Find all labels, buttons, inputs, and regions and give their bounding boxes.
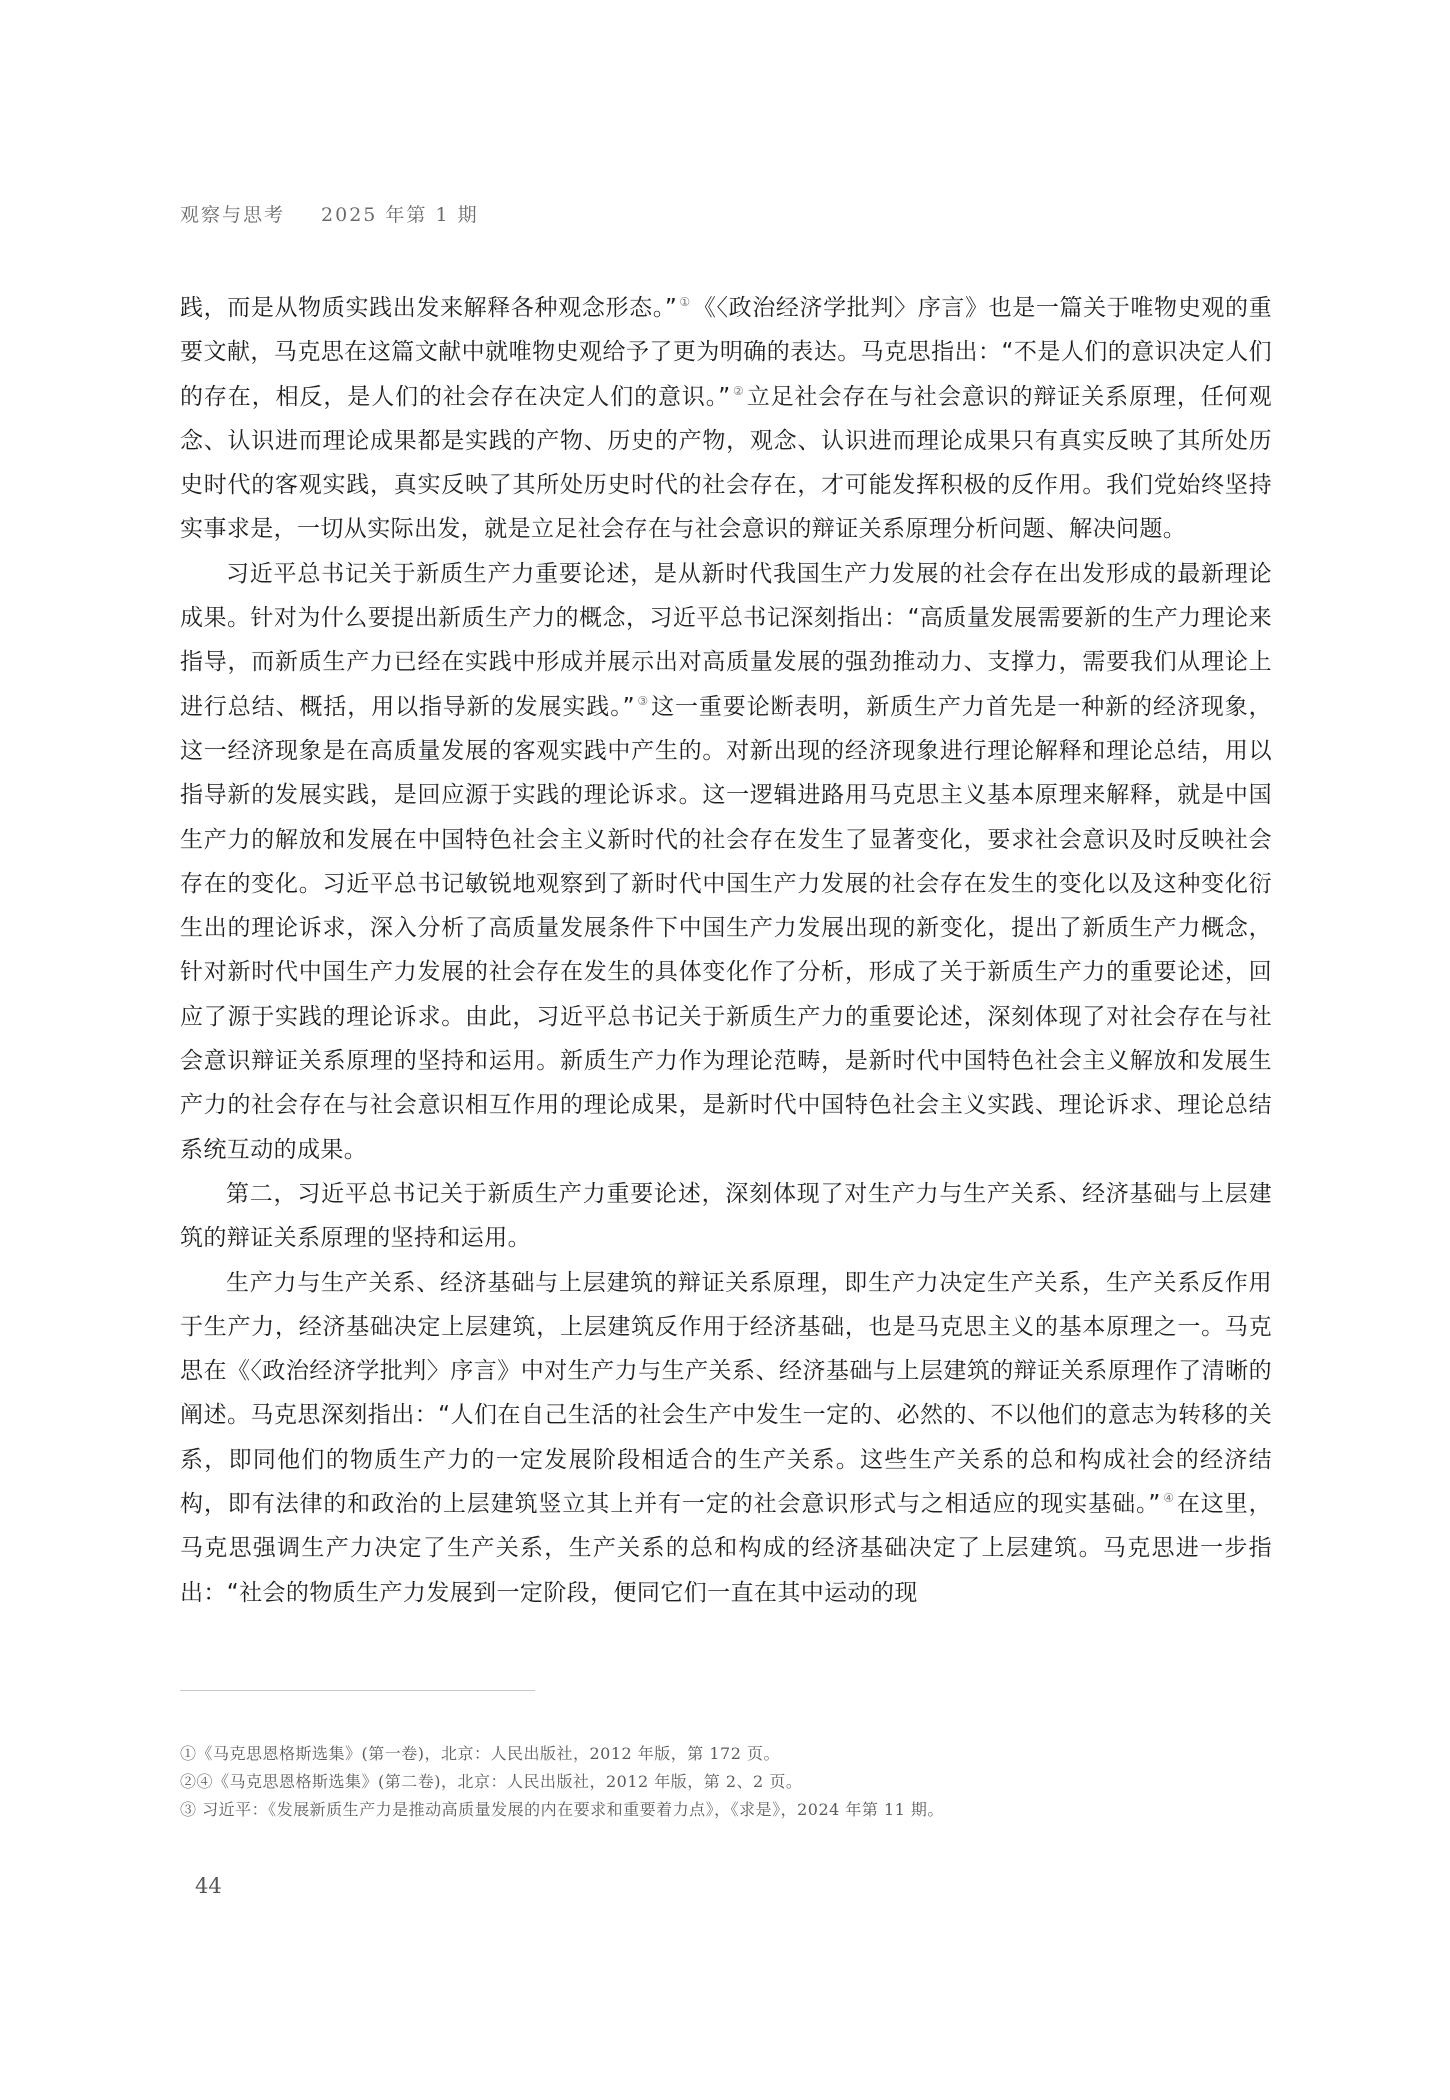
paragraph-text: 这一重要论断表明，新质生产力首先是一种新的经济现象，这一经济现象是在高质量发展的客观实践中产生的。对新出现的经济现象进行理论解释和理论总结，用以指导新的发展实践，是回应源于实践的理论诉求。这一逻辑进路用马克思主义基本原理来解释，就是中国生产力的解放和发展在中国特色社会主义新时代的社会存在发生了显著变化，要求社会意识及时反映社会存在的变化。习近平总书记敏锐地观察到了新时代中国生产力发展的社会存在发生的变化以及这种变化衍生出的理论诉求，深入分析了高质量发展条件下中国生产力发展出现的新变化，提出了新质生产力概念，针对新时代中国生产力发展的社会存在发生的具体变化作了分析，形成了关于新质生产力的重要论述，回应了源于实践的理论诉求。由此，习近平总书记关于新质生产力的重要论述，深刻体现了对社会存在与社会意识辩证关系原理的坚持和运用。新质生产力作为理论范畴，是新时代中国特色社会主义解放和发展生产力的社会存在与社会意识相互作用的理论成果，是新时代中国特色社会主义实践、理论诉求、理论总结系统互动的成果。 [180, 693, 1272, 1163]
paragraph-text: 在这里，马克思强调生产力决定了生产关系，生产关系的总和构成的经济基础决定了上层建筑。马克思进一步指出：“社会的物质生产力发展到一定阶段，便同它们一直在其中运动的现 [180, 1491, 1272, 1606]
paragraph-text: 第二，习近平总书记关于新质生产力重要论述，深刻体现了对生产力与生产关系、经济基础与上层建筑的辩证关系原理的坚持和运用。 [180, 1180, 1272, 1252]
paragraph [180, 552, 1272, 1172]
footnote-divider [180, 1690, 535, 1691]
paragraph-text: 习近平总书记关于新质生产力重要论述，是从新时代我国生产力发展的社会存在出发形成的最新理论成果。针对为什么要提出新质生产力的概念，习近平总书记深刻指出：“高质量发展需要新的生产力理论来指导，而新质生产力已经在实践中形成并展示出对高质量发展的强劲推动力、支撑力，需要我们从理论上进行总结、概括，用以指导新的发展实践。” [180, 560, 1272, 720]
paragraph-text: 践，而是从物质实践出发来解释各种观念形态。” [180, 295, 678, 321]
running-header [180, 200, 479, 227]
footnote-marker: ④ [1162, 1491, 1175, 1506]
paragraph-text: 立足社会存在与社会意识的辩证关系原理，任何观念、认识进而理论成果都是实践的产物、历史的产物，观念、认识进而理论成果只有真实反映了其所处历史时代的客观实践，真实反映了其所处历史时代的社会存在，才可能发挥积极的反作用。我们党始终坚持实事求是，一切从实际出发，就是立足社会存在与社会意识的辩证关系原理分析问题、解决问题。 [180, 383, 1272, 543]
footnotes [180, 1740, 1272, 1824]
footnote-3: ③ 习近平：《发展新质生产力是推动高质量发展的内在要求和重要着力点》，《求是》，2024 年第 11 期。 [180, 1800, 944, 1819]
footnote-marker: ③ [636, 694, 650, 709]
paragraph-text: 生产力与生产关系、经济基础与上层建筑的辩证关系原理，即生产力决定生产关系，生产关系反作用于生产力，经济基础决定上层建筑，上层建筑反作用于经济基础，也是马克思主义的基本原理之一。马克思在《〈政治经济学批判〉序言》中对生产力与生产关系、经济基础与上层建筑的辩证关系原理作了清晰的阐述。马克思深刻指出：“人们在自己生活的社会生产中发生一定的、必然的、不以他们的意志为转移的关系，即同他们的物质生产力的一定发展阶段相适合的生产关系。这些生产关系的总和构成社会的经济结构，即有法律的和政治的上层建筑竖立其上并有一定的社会意识形式与之相适应的现实基础。” [180, 1269, 1272, 1518]
journal-name: 观察与思考 [180, 204, 286, 226]
footnote-marker: ② [732, 383, 745, 398]
footnote-1: ①《马克思恩格斯选集》(第一卷)，北京：人民出版社，2012 年版，第 172 页。 [180, 1744, 781, 1763]
paragraph [180, 1172, 1272, 1261]
paragraph-text: 《〈政治经济学批判〉序言》也是一篇关于唯物史观的重要文献，马克思在这篇文献中就唯物史观给予了更为明确的表达。马克思指出：“不是人们的意识决定人们的存在，相反，是人们的社会存在决定人们的意识。” [180, 295, 1273, 410]
footnote-marker: ① [679, 295, 691, 310]
paragraph [180, 1261, 1272, 1615]
footnote-2-4: ②④《马克思恩格斯选集》(第二卷)，北京：人民出版社，2012 年版，第 2、2 页。 [180, 1772, 803, 1791]
issue-label: 2025 年第 1 期 [321, 204, 479, 226]
paragraph [180, 286, 1272, 552]
page-number: 44 [195, 1874, 222, 1898]
article-body [180, 286, 1272, 1615]
